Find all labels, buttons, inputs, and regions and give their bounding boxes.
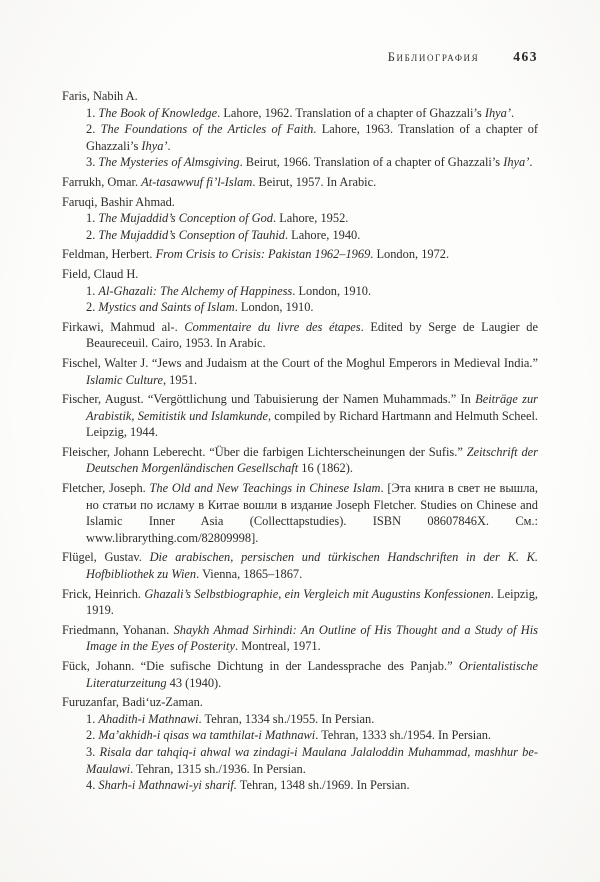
bibliography-subentry [62,210,538,227]
bibliography-list [62,88,538,794]
bibliography-entry [62,586,538,619]
text-segment: Furuzanfar, Badi‘uz-Zaman. [62,695,203,710]
bibliography-entry [62,694,538,711]
text-segment: . Tehran, 1334 sh./1955. In Persian. [198,711,375,726]
bibliography-subentry [62,744,538,777]
title-segment: Risala dar tahqiq-i ahwal wa zindagi-i Maulana Jalaloddin Muhammad, mashhur be-Maulawi [86,744,538,776]
text-segment: Farrukh, Omar. [62,174,142,189]
text-segment: 16 (1862). [298,461,353,476]
title-segment: Die arabischen, persischen und türkischen Handschriften in der K. K. Hofbibliothek zu Wien [86,550,538,582]
text-segment: . [167,138,171,153]
title-segment: Beiträge zur Arabistik, Semitistik und Islamkunde [86,392,538,423]
bibliography-subentry [62,299,538,316]
title-segment: The Mujaddid’s Conception of God [98,211,274,226]
text-segment: Field, Claud H. [62,266,139,281]
bibliography-subentry [62,154,538,171]
text-segment: , 1951. [162,372,198,387]
title-segment: The Book of Knowledge [98,105,218,120]
text-segment: , compiled by Richard Hartmann and Helmuth Scheel. Leipzig, 1944. [86,408,538,440]
bibliography-entry [62,658,538,691]
text-segment: . [529,155,533,170]
bibliography-entry [62,174,538,191]
title-segment: The Old and New Teachings in Chinese Islam [149,481,381,496]
bibliography-entry [62,549,538,582]
text-segment: 2. [86,728,99,743]
page-number: 463 [513,49,538,64]
text-segment: Fück, Johann. “Die sufische Dichtung in der Landessprache des Panjab.” [62,659,459,673]
text-segment: Frick, Heinrich. [62,586,145,601]
text-segment: . Lahore, 1962. Translation of a chapter of Ghazzali’s [217,105,485,120]
text-segment: . Vienna, 1865–1867. [196,567,303,582]
title-segment: The Mujaddid’s Conseption of Tauhid [98,227,285,242]
text-segment: Fleischer, Johann Leberecht. “Über die farbigen Lichterscheinungen der Sufis.” [62,444,467,459]
text-segment: 1. [86,105,99,120]
title-segment: Ahadith-i Mathnawi [98,711,199,726]
title-segment: Ihya’ [484,105,511,120]
text-segment: . [510,105,515,120]
text-segment: . Tehran, 1315 sh./1936. In Persian. [130,761,306,776]
text-segment: 2. [86,227,99,242]
bibliography-entry [62,319,538,352]
title-segment: Commentaire du livre des étapes [184,319,361,334]
title-segment: Ma’akhidh-i qisas wa tamthilat-i Mathnawi [98,728,316,743]
title-segment: Sharh-i Mathnawi-yi sharif. [98,778,237,793]
bibliography-entry [62,194,538,211]
text-segment: Firkawi, Mahmud al-. [62,319,185,334]
text-segment: Fischel, Walter J. “Jews and Judaism at the Court of the Moghul Emperors in Medieval India.” [62,355,538,370]
bibliography-entry [62,444,538,477]
bibliography-subentry [62,227,538,244]
bibliography-subentry [62,711,538,728]
text-segment: . Lahore, 1940. [284,227,361,242]
title-segment: The Foundations of the Articles of Faith [100,122,314,137]
bibliography-subentry [62,283,538,300]
bibliography-subentry [62,105,538,122]
bibliography-entry [62,391,538,441]
text-segment: 4. [86,778,99,793]
text-segment: . Tehran, 1333 sh./1954. In Persian. [315,728,492,743]
text-segment: . Beirut, 1966. Translation of a chapter of Ghazzali’s [239,155,504,170]
text-segment: . Lahore, 1952. [273,211,349,226]
bibliography-entry [62,266,538,283]
bibliography-entry [62,246,538,263]
page-header [62,49,538,65]
bibliography-subentry [62,121,538,154]
title-segment: Al-Ghazali: The Alchemy of Happiness [98,283,293,298]
text-segment: 1. [86,711,99,726]
title-segment: From Crisis to Crisis: Pakistan 1962–1969 [155,247,371,262]
text-segment: . London, 1910. [234,300,314,315]
text-segment: Fletcher, Joseph. [62,481,150,496]
text-segment: . London, 1972. [370,247,450,262]
title-segment: Zeitschrift der Deutschen Morgenländischen Gesellschaft [86,444,538,476]
bibliography-entry [62,355,538,388]
bibliography-subentry [62,777,538,794]
title-segment: Mystics and Saints of Islam [98,300,235,315]
text-segment: . Beirut, 1957. In Arabic. [252,174,377,189]
text-segment: . Montreal, 1971. [235,639,321,654]
text-segment: Flügel, Gustav. [62,550,150,565]
bibliography-entry [62,622,538,655]
text-segment: Friedmann, Yohanan. [62,622,174,637]
text-segment: . Leipzig, 1919. [86,586,538,618]
text-segment: Faruqi, Bashir Ahmad. [62,194,175,209]
text-segment: 1. [86,283,99,298]
text-segment: 1. [86,211,99,226]
text-segment: Faris, Nabih A. [62,89,138,103]
title-segment: Islamic Culture [86,372,163,387]
title-segment: At-tasawwuf fi’l-Islam [141,174,253,189]
text-segment: . Edited by Serge de Laugier de Beaureceuil. Cairo, 1953. In Arabic. [86,319,538,351]
text-segment: Feldman, Herbert. [62,247,156,262]
bibliography-subentry [62,727,538,744]
title-segment: Ihya’ [141,138,168,153]
text-segment: 3. [86,744,100,759]
text-segment: 43 (1940). [166,675,222,690]
running-title: Библиография [387,50,480,64]
title-segment: The Mysteries of Almsgiving [98,155,240,170]
text-segment: 2. [86,122,101,137]
text-segment: Tehran, 1348 sh./1969. In Persian. [236,778,410,793]
title-segment: Ihya’ [503,155,530,170]
bibliography-entry [62,88,538,105]
text-segment: . [Эта книга в свет не вышла, но статьи по исламу в Китае вошли в издание Joseph Fletcher. Studies on Chinese and Islamic Inner Asia (Collecttapstudies). ISBN 08607846X. См.: www.librarything.com/82809998]. [86,481,538,545]
text-segment: 2. [86,300,99,315]
title-segment: Shaykh Ahmad Sirhindi: An Outline of His Thought and a Study of His Image in the Eyes of Posterity [86,622,538,654]
text-segment: . London, 1910. [292,283,372,298]
bibliography-entry [62,480,538,546]
title-segment: Ghazali’s Selbstbiographie, ein Vergleich mit Augustins Konfessionen [144,586,491,601]
text-segment: Fischer, August. “Vergöttlichung und Tabuisierung der Namen Muhammads.” In [62,392,476,407]
text-segment: 3. [86,155,99,170]
text-segment: . Lahore, 1963. Translation of a chapter of Ghazzali’s [86,122,539,153]
title-segment: Orientalistische Literaturzeitung [86,659,538,690]
